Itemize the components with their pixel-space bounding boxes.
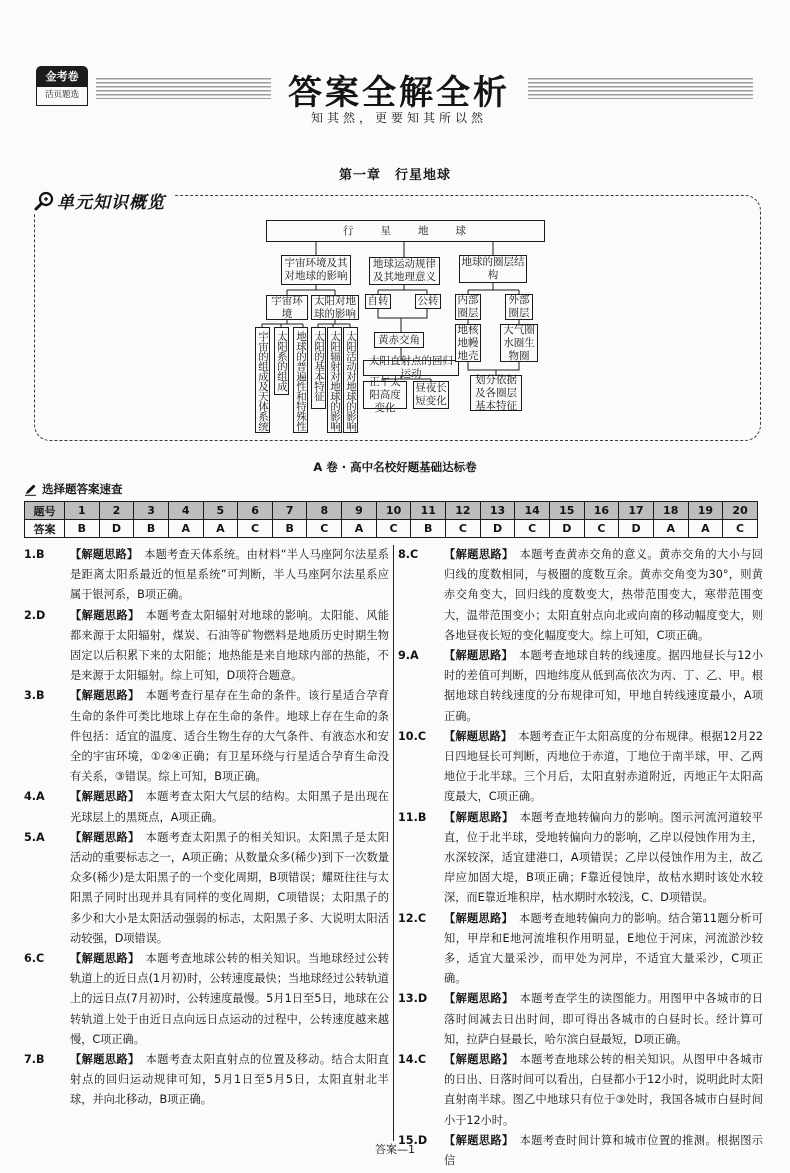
tree-leaf-sun-features: 太阳的基本特征 — [311, 327, 326, 409]
explanation-number: 4.A — [24, 790, 45, 804]
brand-logo-top: 金考卷 — [36, 66, 88, 87]
explanation-tag: 【解题思路】 — [444, 548, 514, 561]
explanation-text: 本题考查黄赤交角的意义。黄赤交角的大小与回归线的度数相同，与极圈的度数互余。黄赤交角变为30°，则黄赤交角变大，回归线的度数变大，热带范围变大，寒带范围变大，温带范围变小；太阳直射点向北或向南的移动幅度变大，则各地昼夜长短的变化幅度变大。综上可知，C项正确。 — [444, 548, 763, 642]
page-footer: 答案—1 — [375, 1143, 415, 1156]
pencil-icon — [24, 483, 37, 496]
tree-leaf-layer-division: 划分依据及各圈层基本特征 — [470, 375, 522, 411]
brand-logo-bottom: 活页题选 — [36, 87, 88, 106]
question-number-cell: 15 — [549, 502, 584, 520]
answer-cell: C — [238, 520, 273, 538]
tree-leaf-earth-uniqueness: 地球的普遍性和特殊性 — [293, 327, 308, 433]
question-number-cell: 2 — [99, 502, 134, 520]
explanation-tag: 【解题思路】 — [70, 1053, 140, 1067]
overview-title: 单元知识概览 — [57, 193, 165, 213]
answer-cell: A — [342, 520, 377, 538]
answer-cell: C — [446, 520, 481, 538]
answer-table-number-row — [25, 502, 758, 520]
explanation-number: 12.C — [398, 911, 427, 925]
tree-leaf-solar-system: 太阳系的组成 — [274, 327, 289, 395]
question-number-cell: 7 — [272, 502, 307, 520]
explanation-item — [24, 949, 389, 1050]
tree-node-subsolar-migration: 太阳直射点的回归运动 — [363, 360, 459, 376]
answer-cell: C — [723, 520, 758, 538]
explanation-number: 14.C — [398, 1053, 427, 1067]
explanation-item — [24, 787, 389, 827]
explanation-number: 8.C — [398, 548, 419, 561]
explanation-text: 本题考查地转偏向力的影响。图示河流河道较平直，位于北半球，受地转偏向力的影响，乙岸以侵蚀作用为主，水深较深，适宜建港口，A项错误；乙岸以侵蚀作用为主，故乙岸应加固大堤，B项正确；F靠近侵蚀岸，故枯水期时该处水较深，而E靠近堆积岸，枯水期时水较浅，C、D项错误。 — [444, 810, 763, 905]
explanation-number: 15.D — [398, 1133, 428, 1147]
explanation-item — [24, 606, 389, 687]
explanation-number: 3.B — [24, 689, 45, 703]
page-subtitle: 知其然，更要知其所以然 — [310, 111, 487, 125]
question-number-cell: 18 — [653, 502, 688, 520]
explanation-number: 10.C — [398, 729, 427, 743]
page-title: 答案全解全析 — [288, 73, 510, 113]
explanation-number: 11.B — [398, 810, 427, 824]
answer-cell: B — [134, 520, 169, 538]
explanation-text: 本题考查太阳黑子的相关知识。太阳黑子是太阳活动的重要标志之一，A项正确；从数量众多(稀少)到下一次数量众多(稀少)是太阳黑子的一个变化周期，B项错误；耀斑往往与太阳黑子同时出现并具有同样的变化周期，C项错误；太阳黑子的多少和大小是太阳活动强弱的标志，太阳黑子多、大说明太阳活动较强，D项错误。 — [70, 830, 389, 945]
explanation-tag: 【解题思路】 — [70, 548, 139, 561]
question-number-cell: 20 — [723, 502, 758, 520]
answer-table-answer-label: 答案 — [25, 520, 65, 538]
answer-cell: C — [376, 520, 411, 538]
explanation-text: 本题考查太阳直射点的位置及移动。结合太阳直射点的回归运动规律可知，5月1日至5月5日，太阳直射北半球，并向北移动，B项正确。 — [70, 1053, 389, 1107]
tree-leaf-universe-composition: 宇宙的组成及天体系统 — [255, 327, 270, 433]
explanation-item — [24, 828, 389, 949]
tree-leaf-solar-activity: 太阳活动对地球的影响 — [343, 327, 358, 433]
tree-leaf-noon-sun-altitude: 正午太阳高度变化 — [363, 381, 407, 409]
question-number-cell: 3 — [134, 502, 169, 520]
explanation-text: 本题考查行星存在生命的条件。该行星适合孕育生命的条件可类比地球上存在生命的条件。地球上存在生命的条件包括：适宜的温度、适合生物生存的大气条件、有液态水和安全的宇宙环境，①②④正确；有卫星环绕与行星适合孕育生命没有关系，③错误。综上可知，B项正确。 — [70, 689, 389, 784]
explanation-text: 本题考查地球自转的线速度。据四地昼长与12小时的差值可判断，四地纬度从低到高依次为丙、丁、乙、甲。根据地球自转线速度的分布规律可知，甲地自转线速度最小，A项正确。 — [444, 649, 763, 723]
answer-cell: D — [480, 520, 515, 538]
column-divider — [393, 545, 394, 1141]
answer-cell: A — [203, 520, 238, 538]
answer-table-answer-row — [25, 520, 758, 538]
explanation-item — [398, 989, 763, 1050]
explanation-item — [24, 686, 389, 787]
answer-cell: B — [411, 520, 446, 538]
explanation-tag: 【解题思路】 — [444, 810, 514, 824]
explanation-tag: 【解题思路】 — [444, 1053, 514, 1067]
quick-answers-header — [24, 481, 123, 497]
tree-node-rotation: 自转 — [365, 294, 391, 309]
question-number-cell: 17 — [619, 502, 654, 520]
tree-node-sun-influence: 太阳对地球的影响 — [311, 295, 359, 320]
overview-header — [26, 188, 173, 213]
tree-root: 行 星 地 球 — [266, 220, 545, 242]
explanation-number: 5.A — [24, 830, 45, 844]
tree-node-earth-layers: 地球的圈层结构 — [459, 255, 527, 283]
explanation-tag: 【解题思路】 — [70, 790, 140, 804]
explanation-tag: 【解题思路】 — [444, 649, 513, 663]
magnifier-icon — [34, 191, 54, 211]
header-stripes-left — [96, 78, 271, 99]
question-number-cell: 16 — [584, 502, 619, 520]
answer-cell: B — [272, 520, 307, 538]
brand-logo — [36, 66, 88, 106]
answer-table-number-label: 题号 — [25, 502, 65, 520]
question-number-cell: 4 — [168, 502, 203, 520]
explanation-tag: 【解题思路】 — [70, 689, 140, 703]
answer-cell: B — [65, 520, 100, 538]
explanation-number: 1.B — [24, 548, 45, 561]
tree-node-inner-layers: 内部圈层 — [455, 294, 481, 320]
question-number-cell: 12 — [446, 502, 481, 520]
tree-leaf-core-mantle-crust: 地核地幔地壳 — [455, 324, 481, 362]
chapter-title: 第一章 行星地球 — [338, 168, 451, 183]
answer-cell: A — [688, 520, 723, 538]
exam-title: A 卷 · 高中名校好题基础达标卷 — [313, 460, 477, 474]
explanation-number: 13.D — [398, 992, 428, 1006]
question-number-cell: 8 — [307, 502, 342, 520]
question-number-cell: 9 — [342, 502, 377, 520]
question-number-cell: 10 — [376, 502, 411, 520]
answer-cell: A — [168, 520, 203, 538]
explanation-text: 本题考查正午太阳高度的分布规律。根据12月22日四地昼长可判断，丙地位于赤道，丁地位于南半球，甲、乙两地位于北半球。三个月后，太阳直射赤道附近，丙地正午太阳高度最大，C项正确。 — [444, 729, 763, 804]
explanation-number: 6.C — [24, 952, 45, 966]
answer-cell: A — [653, 520, 688, 538]
explanation-item — [398, 646, 763, 727]
explanation-text: 本题考查地球公转的相关知识。当地球经过公转轨道上的近日点(1月初)时，公转速度最快；当地球经过公转轨道上的远日点(7月初)时，公转速度最慢。5月1日至5日，地球在公转轨道上处于由近日点向远日点运动的过程中，公转速度越来越慢，C项正确。 — [70, 952, 389, 1046]
answer-cell: C — [584, 520, 619, 538]
explanation-text: 本题考查时间计算和城市位置的推测。根据图示信 — [444, 1133, 763, 1168]
explanation-tag: 【解题思路】 — [444, 729, 513, 743]
question-number-cell: 5 — [203, 502, 238, 520]
quick-answers-title: 选择题答案速查 — [42, 482, 123, 496]
question-number-cell: 6 — [238, 502, 273, 520]
question-number-cell: 11 — [411, 502, 446, 520]
explanation-text: 本题考查天体系统。由材料“半人马座阿尔法星系是距离太阳系最近的恒星系统”可判断，半人马座阿尔法星系应属于银河系，B项正确。 — [70, 548, 389, 602]
answer-cell: C — [307, 520, 342, 538]
explanation-text: 本题考查太阳大气层的结构。太阳黑子是出现在光球层上的黑斑点，A项正确。 — [70, 790, 389, 824]
tree-node-universe-env: 宇宙环境 — [266, 295, 308, 320]
explanation-text: 本题考查地转偏向力的影响。结合第11题分析可知，甲岸和E地河流堆积作用明显，E地位于河床，河流淤沙较多，适宜大量采沙，而甲处为河岸，不适宜大量采沙，C项正确。 — [444, 911, 763, 986]
answer-cell: D — [619, 520, 654, 538]
explanations-left-column — [24, 545, 389, 1111]
answer-cell: D — [99, 520, 134, 538]
answer-table — [24, 501, 758, 538]
tree-node-cosmic-environment: 宇宙环境及其对地球的影响 — [281, 255, 351, 285]
explanation-number: 7.B — [24, 1053, 45, 1067]
explanation-text: 本题考查地球公转的相关知识。从图甲中各城市的日出、日落时间可以看出，白昼都小于12小时，说明此时太阳直射南半球。图乙中地球只有位于③处时，我国各城市白昼时间小于12小时。 — [444, 1053, 763, 1127]
explanation-tag: 【解题思路】 — [70, 608, 140, 622]
explanation-number: 9.A — [398, 649, 419, 663]
tree-leaf-day-length: 昼夜长短变化 — [413, 381, 449, 409]
question-number-cell: 1 — [65, 502, 100, 520]
explanation-item — [398, 545, 763, 646]
explanations-right-column — [398, 545, 763, 1171]
explanation-number: 2.D — [24, 608, 46, 622]
explanation-text: 本题考查太阳辐射对地球的影响。太阳能、风能都来源于太阳辐射，煤炭、石油等矿物燃料是地质历史时期生物固定以后积累下来的太阳能；地热能是来自地球内部的热能，不是来源于太阳辐射。综上可知，D项符合题意。 — [70, 608, 389, 683]
explanation-item — [398, 909, 763, 990]
answer-cell: D — [549, 520, 584, 538]
explanation-item — [398, 808, 763, 909]
question-number-cell: 13 — [480, 502, 515, 520]
explanation-text: 本题考查学生的读图能力。用图甲中各城市的日落时间减去日出时间，即可得出各城市的白昼时长。经计算可知，拉萨白昼最长，哈尔滨白昼最短，D项正确。 — [444, 992, 763, 1046]
explanation-item — [398, 1050, 763, 1131]
tree-leaf-atmosphere-hydrosphere-biosphere: 大气圈水圈生物圈 — [500, 324, 538, 362]
explanation-tag: 【解题思路】 — [70, 952, 140, 966]
explanation-tag: 【解题思路】 — [70, 830, 140, 844]
tree-node-outer-layers: 外部圈层 — [505, 294, 533, 320]
question-number-cell: 14 — [515, 502, 550, 520]
header-stripes-right — [528, 78, 753, 99]
explanation-item — [24, 1050, 389, 1111]
tree-node-revolution: 公转 — [415, 294, 441, 309]
explanation-tag: 【解题思路】 — [444, 911, 513, 925]
tree-node-obliquity: 黄赤交角 — [374, 332, 424, 348]
explanation-item — [398, 727, 763, 808]
explanation-item — [24, 545, 389, 606]
question-number-cell: 19 — [688, 502, 723, 520]
answer-cell: C — [515, 520, 550, 538]
tree-leaf-solar-radiation: 太阳辐射对地球的影响 — [327, 327, 342, 433]
explanation-tag: 【解题思路】 — [444, 1133, 514, 1147]
explanation-tag: 【解题思路】 — [444, 992, 514, 1006]
tree-node-earth-motion: 地球运动规律及其地理意义 — [369, 257, 440, 285]
